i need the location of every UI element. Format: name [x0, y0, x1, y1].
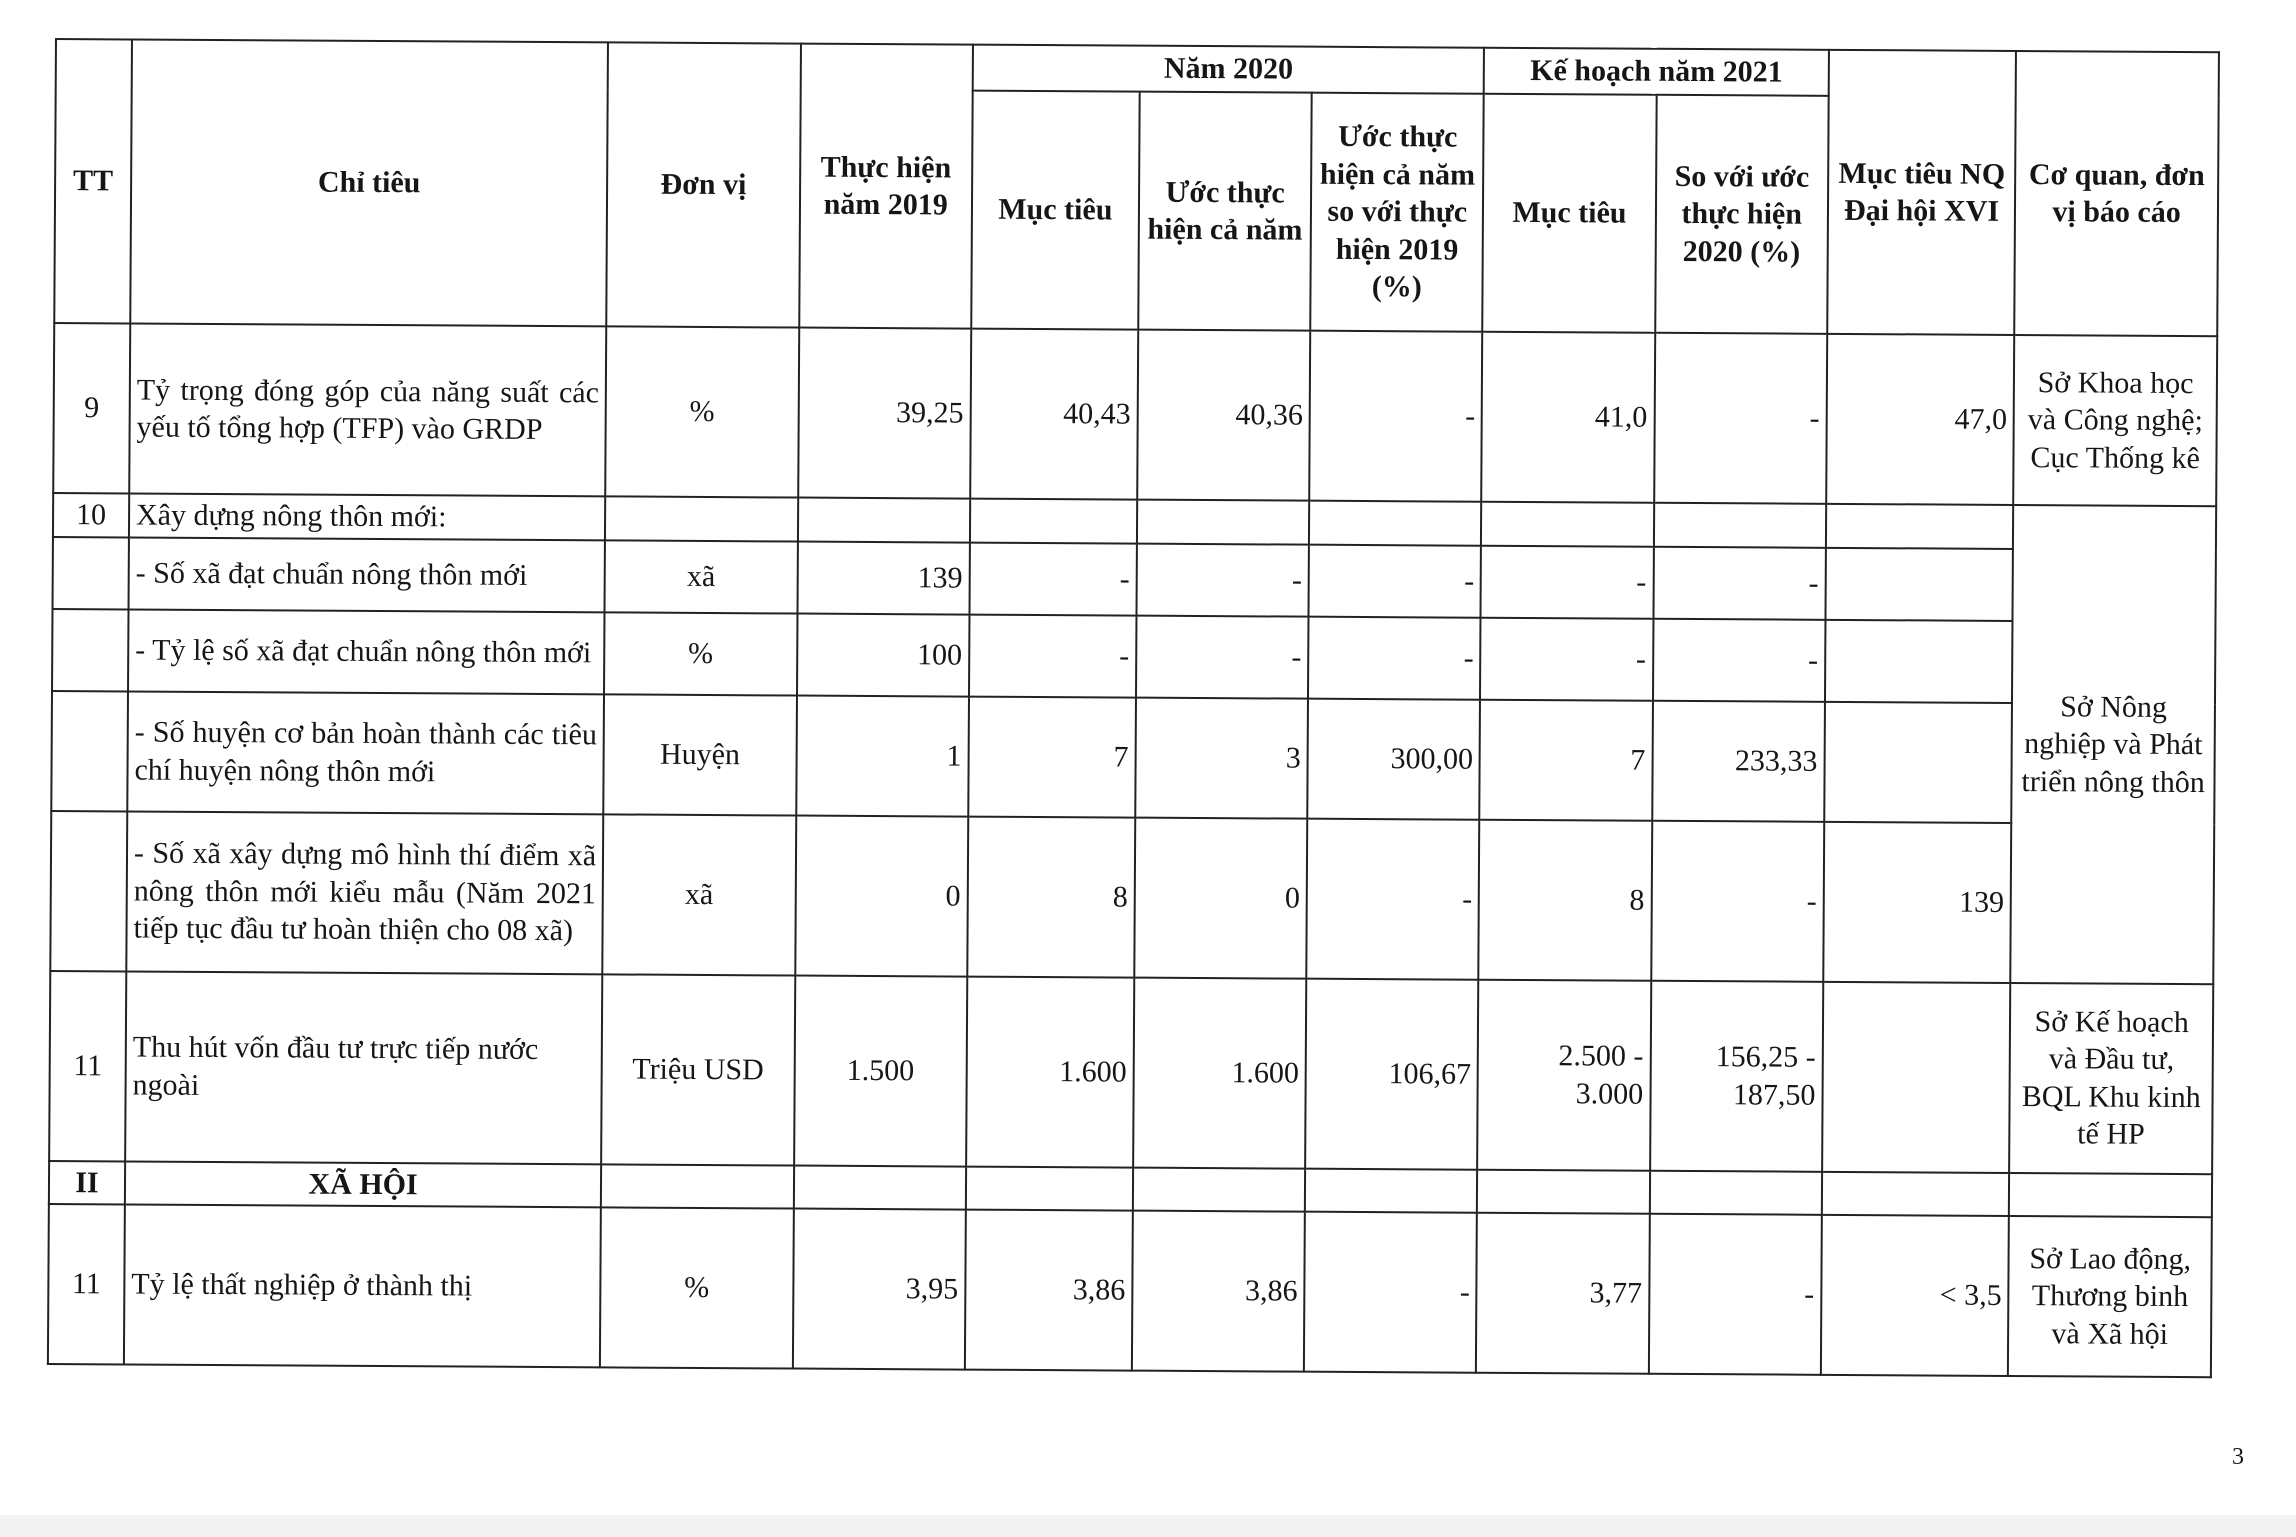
table-row [48, 1204, 2212, 1377]
empty-cell [1654, 503, 1826, 548]
cell-mt-2021: 2.500 - 3.000 [1478, 979, 1651, 1170]
cell-2019: 39,25 [798, 328, 971, 499]
header-tt: TT [54, 39, 132, 323]
cell-mt-2021: - [1481, 545, 1654, 618]
empty-cell [1305, 1168, 1477, 1213]
cell-uoc-2020: - [1136, 615, 1309, 698]
cell-pct-2020: - [1309, 544, 1482, 617]
cell-uoc-2020: 3,86 [1132, 1211, 1305, 1372]
cell-2019: 1 [796, 695, 969, 816]
empty-cell [793, 1165, 965, 1210]
row-unit: % [600, 1207, 793, 1368]
cell-mt-2020: 3,86 [965, 1210, 1133, 1371]
row-name: Xây dựng nông thôn mới: [129, 493, 605, 539]
empty-cell [970, 499, 1137, 544]
cell-pct-2021: - [1649, 1214, 1822, 1375]
header-nam-2020: Năm 2020 [973, 45, 1485, 94]
section-title: XÃ HỘI [125, 1161, 601, 1207]
table-row [51, 690, 2215, 823]
cell-mt-2020: - [969, 542, 1137, 615]
empty-cell [1822, 1171, 2010, 1216]
cell-uoc-2020: 1.600 [1133, 977, 1306, 1168]
cell-nq [1822, 981, 2011, 1172]
cell-mt-2020: 40,43 [970, 329, 1138, 500]
row-tt: 10 [53, 493, 129, 537]
empty-cell [1649, 1170, 1821, 1215]
cell-mt-2020: 8 [967, 816, 1135, 977]
row-name: - Số huyện cơ bản hoàn thành các tiêu chí huyện nông thôn mới [127, 691, 604, 814]
cell-mt-2021: 3,77 [1476, 1213, 1649, 1374]
row-unit: xã [605, 540, 798, 613]
cell-mt-2020: - [969, 614, 1137, 697]
row-unit: xã [602, 814, 795, 975]
empty-cell [1477, 1169, 1649, 1214]
cell-pct-2020: - [1309, 331, 1482, 502]
empty-cell [1133, 1167, 1305, 1212]
empty-cell [53, 536, 129, 608]
empty-cell [51, 690, 128, 810]
scan-bottom-edge [0, 1515, 2296, 1537]
cell-uoc-2020: 40,36 [1137, 330, 1310, 501]
cell-agency: Sở Nông nghiệp và Phát triển nông thôn [2011, 505, 2217, 984]
row-unit: Triệu USD [601, 974, 795, 1165]
cell-pct-2021: - [1653, 546, 1826, 619]
cell-mt-2020: 7 [968, 696, 1136, 817]
cell-mt-2021: 7 [1480, 699, 1653, 820]
row-unit: % [605, 326, 799, 497]
empty-cell [966, 1166, 1133, 1211]
table-row [52, 608, 2215, 703]
header-so-voi-uoc-2020: So với ước thực hiện 2020 (%) [1655, 95, 1829, 334]
cell-2019: 100 [797, 613, 970, 696]
cell-nq [1824, 701, 2012, 822]
row-name: Tỷ trọng đóng góp của năng suất các yếu tố tổng hợp (TFP) vào GRDP [129, 323, 606, 496]
empty-cell [1309, 501, 1481, 546]
cell-agency: Sở Kế hoạch và Đầu tư, BQL Khu kinh tế HP [2009, 982, 2213, 1173]
cell-2019: 0 [795, 815, 968, 976]
empty-cell [798, 498, 970, 543]
header-chi-tieu: Chỉ tiêu [130, 39, 608, 326]
empty-cell [1481, 502, 1653, 547]
cell-agency: Sở Khoa học và Công nghệ; Cục Thống kê [2013, 335, 2217, 506]
page-number: 3 [2232, 1444, 2244, 1470]
row-name: Tỷ lệ thất nghiệp ở thành thị [124, 1204, 601, 1367]
cell-nq [1825, 619, 2013, 702]
cell-pct-2020: - [1304, 1212, 1477, 1373]
cell-mt-2021: 8 [1479, 819, 1652, 980]
cell-pct-2020: - [1306, 818, 1479, 979]
header-muc-tieu-2021: Mục tiêu [1483, 94, 1657, 333]
table-row [53, 536, 2216, 621]
empty-cell [605, 496, 798, 541]
row-unit: Huyện [603, 694, 796, 815]
empty-cell [2009, 1172, 2212, 1217]
cell-pct-2021: - [1654, 333, 1827, 504]
cell-uoc-2020: 0 [1134, 817, 1307, 978]
header-don-vi: Đơn vị [606, 42, 800, 327]
empty-cell [1826, 504, 2014, 549]
document-sheet [47, 38, 2220, 1378]
indicator-table [47, 38, 2220, 1378]
empty-cell [50, 810, 127, 970]
empty-cell [1137, 500, 1309, 545]
row-name: - Tỷ lệ số xã đạt chuẩn nông thôn mới [128, 609, 605, 694]
cell-pct-2020: 106,67 [1305, 978, 1478, 1169]
cell-nq: 47,0 [1826, 334, 2014, 505]
cell-mt-2020: 1.600 [966, 976, 1134, 1167]
cell-nq: 139 [1823, 821, 2011, 982]
cell-nq [1825, 547, 2013, 620]
empty-cell [601, 1164, 794, 1209]
row-name: Thu hút vốn đầu tư trực tiếp nước ngoài [125, 971, 602, 1164]
cell-mt-2021: - [1480, 617, 1653, 700]
cell-mt-2021: 41,0 [1482, 332, 1655, 503]
table-row [49, 970, 2213, 1173]
header-thuc-hien-2019: Thực hiện năm 2019 [799, 44, 973, 329]
cell-nq: < 3,5 [1821, 1215, 2009, 1376]
section-number: II [49, 1160, 125, 1204]
cell-uoc-2020: 3 [1135, 697, 1308, 818]
table-row [50, 810, 2214, 983]
row-tt: 11 [48, 1204, 125, 1364]
header-co-quan: Cơ quan, đơn vị báo cáo [2015, 51, 2219, 336]
cell-pct-2021: - [1651, 820, 1824, 981]
cell-pct-2021: - [1653, 618, 1826, 701]
header-muc-tieu-nq: Mục tiêu NQ Đại hội XVI [1827, 50, 2016, 335]
cell-uoc-2020: - [1136, 543, 1309, 616]
cell-pct-2020: - [1308, 616, 1481, 699]
cell-2019: 139 [797, 541, 970, 614]
cell-2019: 3,95 [792, 1209, 965, 1370]
header-uoc-so-voi-2019: Ước thực hiện cả năm so với thực hiện 2019 (%) [1310, 93, 1484, 332]
row-name: - Số xã đạt chuẩn nông thôn mới [128, 537, 605, 612]
row-tt: 9 [53, 323, 130, 493]
cell-pct-2020: 300,00 [1307, 698, 1480, 819]
cell-pct-2021: 156,25 - 187,50 [1650, 980, 1823, 1171]
cell-pct-2021: 233,33 [1652, 700, 1825, 821]
row-name: - Số xã xây dựng mô hình thí điểm xã nông thôn mới kiểu mẫu (Năm 2021 tiếp tục đầu tư hoàn thiện cho 08 xã) [126, 811, 603, 974]
table-row [53, 323, 2217, 506]
row-tt: 11 [49, 970, 126, 1160]
empty-cell [52, 608, 128, 690]
cell-agency: Sở Lao động, Thương binh và Xã hội [2008, 1216, 2212, 1377]
row-unit: % [604, 612, 797, 695]
cell-2019: 1.500 [794, 975, 967, 1166]
header-ke-hoach-2021: Kế hoạch năm 2021 [1484, 48, 1829, 96]
header-uoc-thuc-hien: Ước thực hiện cả năm [1138, 92, 1312, 331]
header-muc-tieu-2020: Mục tiêu [971, 91, 1140, 330]
